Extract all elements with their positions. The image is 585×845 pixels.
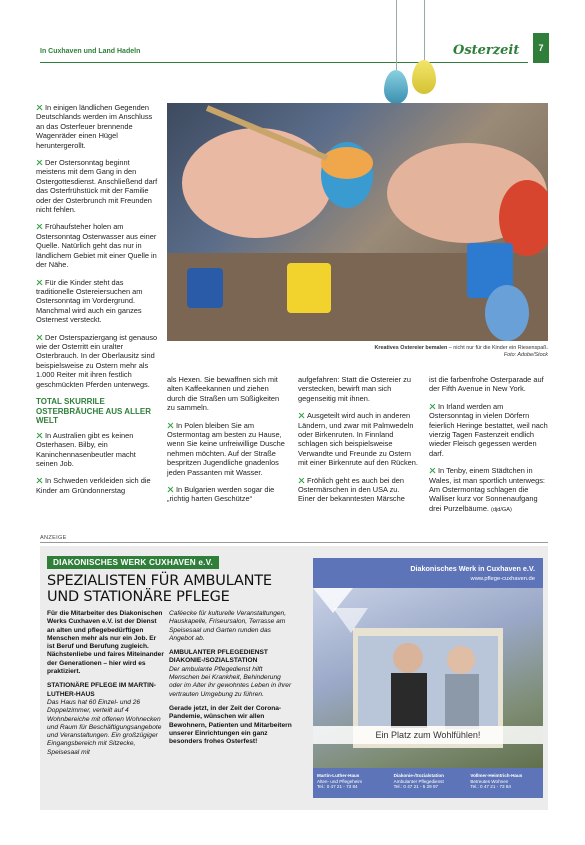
cross-bullet-icon — [36, 159, 43, 166]
cross-bullet-icon — [36, 334, 43, 341]
cross-bullet-icon — [36, 104, 43, 111]
ad-label: ANZEIGE — [40, 535, 67, 541]
article-credit: (djd/GA) — [491, 506, 512, 513]
ad-column-1: Für die Mitarbeiter des Diakonischen Werks Cuxhaven e.V. ist der Dienst an alten und pflegebedürftigen Menschen mehr als nur ein Job. Er ist Beruf und Berufung zugleich. Nächstenliebe und faires Miteinander der Generationen – hier wird es praktiziert. STATIONÄRE PFLEGE IM MARTIN-LUTHER-HAUS Das Haus hat 60 Einzel- und 26 Doppelzimmer, verteilt auf 4 Wohnbereiche mit offenen Wohnecken und Raum für Beschäftigungsangebote und Veranstaltungen. Ein großzügiger Eingangsbereich mit Sitzecke, Speisesaal mit — [47, 610, 164, 756]
ad-divider — [40, 542, 548, 543]
contact-sozialstation: Diakonie-/Sozialstation Ambulanter Pflegedienst Tel.: 0 47 21 - 5 29 97 — [393, 773, 444, 790]
cross-bullet-icon — [429, 403, 436, 410]
header-rule — [40, 62, 528, 63]
ad-image-url: www.pflege-cuxhaven.de — [470, 576, 535, 582]
ad-brand-label: DIAKONISCHES WERK CUXHAVEN e.V. — [47, 556, 219, 569]
ad-image-title: Diakonisches Werk in Cuxhaven e.V. — [410, 564, 535, 573]
advertisement — [40, 546, 548, 810]
contact-vollmer-heimtrich-haus: Vollmer-Heimtrich-Haus Betreutes Wohnen Tel.: 0 47 21 - 73 84 — [470, 773, 523, 790]
cross-bullet-icon — [429, 467, 436, 474]
ad-column-2: Caféecke für kulturelle Veranstaltungen, Hauskapelle, Friseursalon, Terrasse am Speisesaal und Garten runden das Angebot ab. AMBULANTER PFLEGEDIENST DIAKONIE-/SOZIALSTATION Der ambulante Pflegedienst hilft Menschen bei Krankheit, Behinderung oder im Alter ihr gewohntes Leben in ihrer vertrauten Umgebung zu führen. Gerade jetzt, in der Zeit der Corona-Pandemie, wünschen wir allen Bewohnern, Patienten und Mitarbeitern unserer Einrichtungen ein ganz besonders frohes Osterfest! — [169, 610, 292, 746]
article-column-4: ist die farbenfrohe Osterparade auf der Fifth Avenue in New York. In Irland werden am Ostersonntag in vielen Dörfern feierlich Heringe bestattet, weil nach vierzig Tagen Fastenzeit endlich wieder Fleisch gegessen werden darf. In Tenby, einem Städtchen in Wales, ist man sportlich unterwegs: Am Ostermontag schlagen die Walliser kurz vor Sonnenaufgang drei Purzelbäume. (djd/GA) — [429, 375, 548, 513]
cross-bullet-icon — [36, 432, 43, 439]
article-column-3: aufgefahren: Statt die Ostereier zu verstecken, bewirft man sich gegenseitig mit ihnen. Ausgeteilt wird auch in anderen Ländern, und zwar mit Palmwedeln oder Birkenruten. In Finnland schlagen sich beispielsweise Verwandte und Freunde zu Ostern mit einer Birkenrute auf den Rücken. Fröhlich geht es auch bei den Ostermärschen in den USA zu. Einer der bekanntesten Märsche — [298, 375, 418, 504]
article-column-2: als Hexen. Sie bewaffnen sich mit alten Kaffeekannen und ziehen durch die Straßen um Süßigkeiten zu sammeln. In Polen bleiben Sie am Ostermontag am besten zu Hause, wenn Sie keine unfreiwillige Dusche nehmen möchten. Auf der Straße bespritzen Jugendliche gnadenlos jeden Passanten mit Wasser. In Bulgarien werden sogar die „richtig harten Geschütze“ — [167, 375, 285, 504]
photo-caption: Kreatives Ostereier bemalen – nicht nur für die Kinder ein Riesenspaß. Foto: Adobe/Stock — [374, 345, 548, 358]
section-label: In Cuxhaven und Land Hadeln — [40, 48, 141, 55]
egg-painting-photo — [167, 103, 548, 341]
cross-bullet-icon — [167, 486, 174, 493]
ad-image — [313, 558, 543, 798]
cross-bullet-icon — [36, 279, 43, 286]
cross-bullet-icon — [36, 477, 43, 484]
cross-bullet-icon — [298, 477, 305, 484]
contact-martin-luther-haus: Martin-Luther-Haus Alten- und Pflegeheim Tel.: 0 47 21 - 73 84 — [317, 773, 363, 790]
page-number: 7 — [533, 33, 549, 63]
ad-slogan: Ein Platz zum Wohlfühlen! — [313, 726, 543, 744]
article-column-1: In einigen ländlichen Gegenden Deutschlands werden im Anschluss an das Osterfeuer brennende Wagenräder einen Hügel heruntergerollt. Der Ostersonntag beginnt meistens mit dem Gang in den Ostergottesdienst. Anschließend darf das Osterfrühstück mit der Familie oder der Osterbrunch mit Freunden nicht fehlen. Frühaufsteher holen am Ostersonntag Osterwasser aus einer Quelle. Natürlich geht das nur in ländlichem Gebiet mit einer Quelle in der Nähe. Für die Kinder steht das traditionelle Ostereiersuchen am Ostersonntag im Vordergrund. Manchmal wird auch ein ganzes Osternest versteckt. Der Osterspaziergang ist genauso wie der Osterritt ein uralter Osterbrauch. In der Oberlausitz sind beispielsweise zu Ostern mehr als 1.000 Reiter mit ihren festlich geschmückten Pferden unterwegs. TOTAL SKURRILE OSTERBRÄUCHE AUS ALLER WELT In Australien gibt es keinen Osterhasen. Bilby, ein Kaninchennasenbeutler macht seinen Job. In Schweden verkleiden sich die Kinder am Gründonnerstag — [36, 103, 158, 495]
cross-bullet-icon — [36, 223, 43, 230]
ad-title: SPEZIALISTEN FÜR AMBULANTE UND STATIONÄRE PFLEGE — [47, 573, 272, 605]
cross-bullet-icon — [167, 422, 174, 429]
article-subheading: TOTAL SKURRILE OSTERBRÄUCHE AUS ALLER WELT — [36, 396, 151, 426]
ad-contact-footer — [313, 768, 543, 798]
cross-bullet-icon — [298, 412, 305, 419]
section-title: Osterzeit — [453, 43, 520, 58]
